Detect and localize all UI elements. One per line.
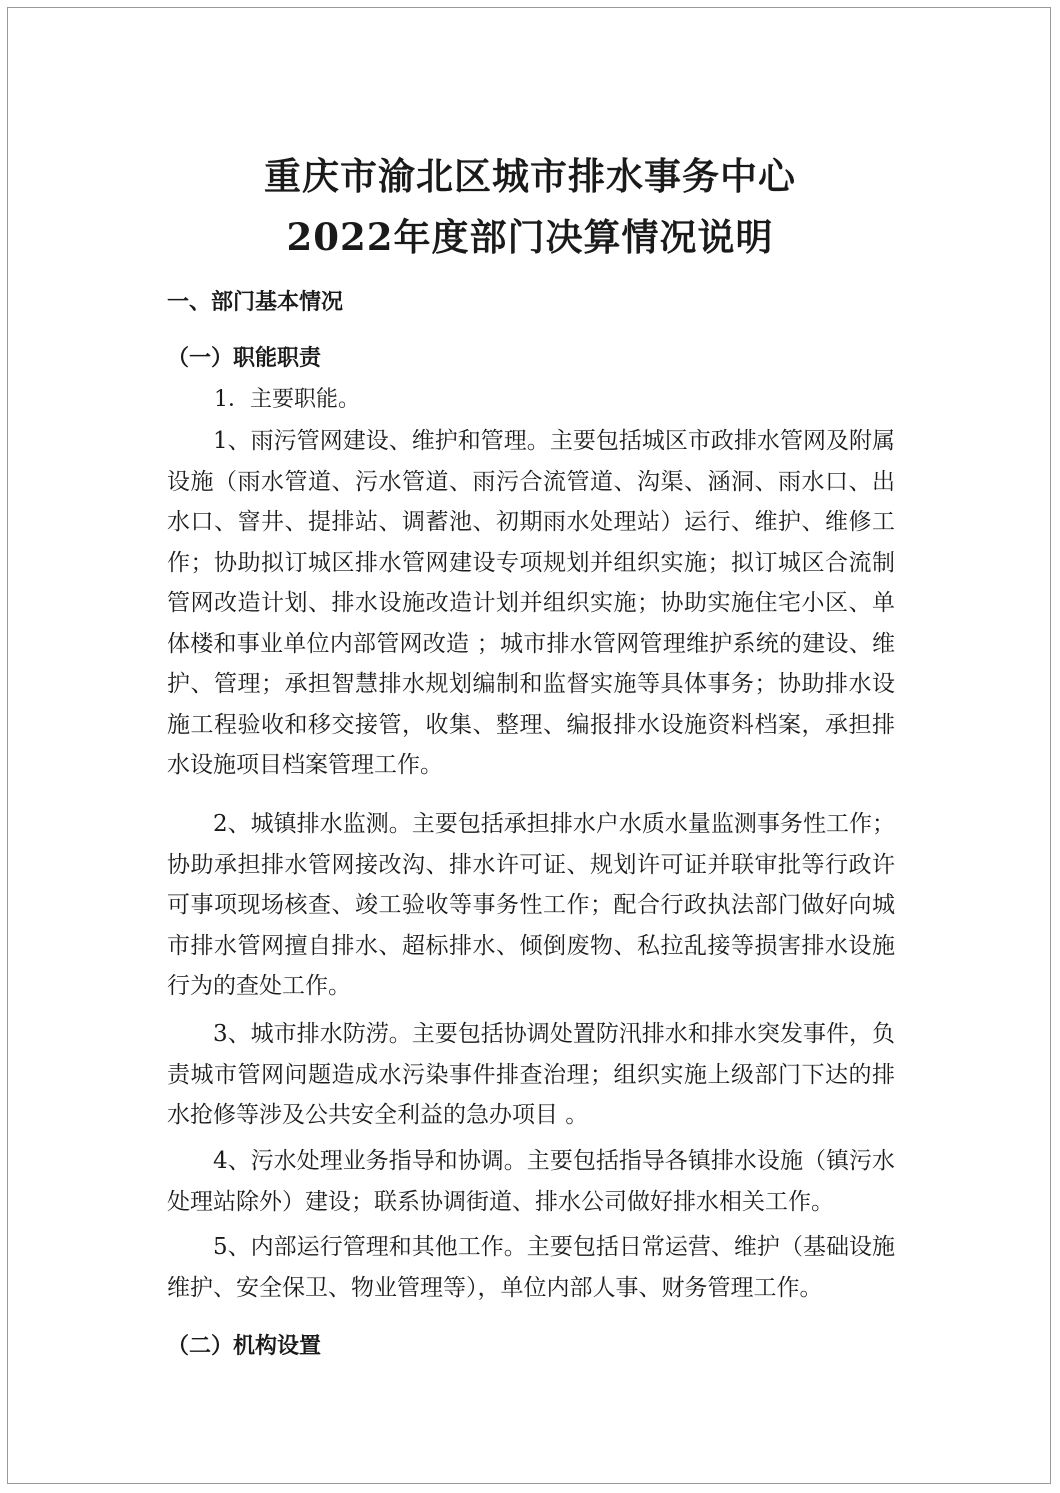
paragraph-sewage-guidance: 4、污水处理业务指导和协调。主要包括指导各镇排水设施（镇污水处理站除外）建设；联系协调街道、排水公司做好排水相关工作。 [167,1148,895,1215]
item-label-main-functions: 1．主要职能。 [214,387,360,412]
subsection-heading-functions: （一）职能职责 [167,346,322,371]
subsection-heading-organization: （二）机构设置 [167,1334,322,1359]
section-heading-basic-info: 一、部门基本情况 [167,290,344,315]
paragraph-pipe-network: 1、雨污管网建设、维护和管理。主要包括城区市政排水管网及附属设施（雨水管道、污水管道、雨污合流管道、沟渠、涵洞、雨水口、出水口、窨井、提排站、调蓄池、初期雨水处理站）运行、维护、维修工作；协助拟订城区排水管网建设专项规划并组织实施；拟订城区合流制管网改造计划、排水设施改造计划并组织实施；协助实施住宅小区、单体楼和事业单位内部管网改造 ；城市排水管网管理维护系统的建设、维护、管理；承担智慧排水规划编制和监督实施等具体事务；协助排水设施工程验收和移交接管，收集、整理、编报排水设施资料档案，承担排水设施项目档案管理工作。 [167,428,895,778]
paragraph-internal-management: 5、内部运行管理和其他工作。主要包括日常运营、维护（基础设施维护、安全保卫、物业管理等），单位内部人事、财务管理工作。 [167,1234,895,1301]
document-title-line1: 重庆市渝北区城市排水事务中心 [264,154,796,198]
paragraph-flood-prevention: 3、城市排水防涝。主要包括协调处置防汛排水和排水突发事件，负责城市管网问题造成水污染事件排查治理；组织实施上级部门下达的排水抢修等涉及公共安全利益的急办项目 。 [167,1021,895,1128]
document-title-line2: 2022年度部门决算情况说明 [286,215,774,259]
paragraph-drainage-monitoring: 2、城镇排水监测。主要包括承担排水户水质水量监测事务性工作；协助承担排水管网接改沟、排水许可证、规划许可证并联审批等行政许可事项现场核查、竣工验收等事务性工作；配合行政执法部门做好向城市排水管网擅自排水、超标排水、倾倒废物、私拉乱接等损害排水设施行为的查处工作。 [167,811,895,999]
